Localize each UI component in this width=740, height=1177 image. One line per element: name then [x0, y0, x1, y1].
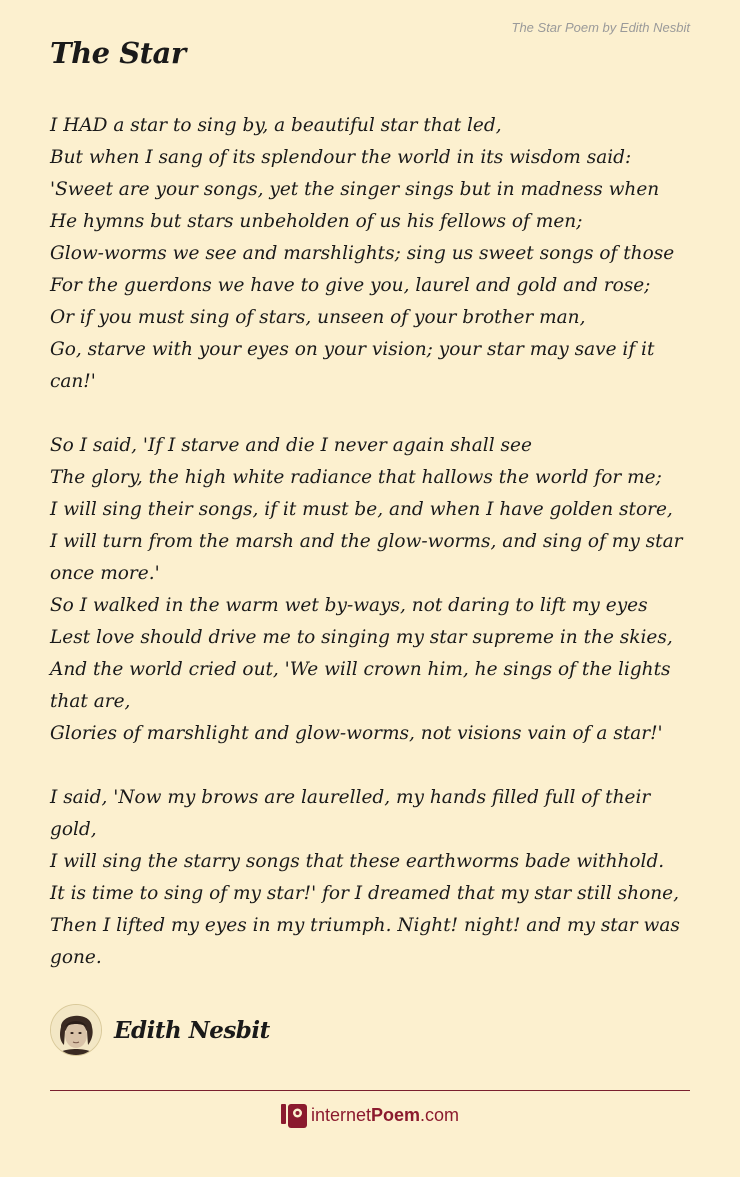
author-portrait-icon: [51, 1005, 101, 1055]
poem-line: I will sing their songs, if it must be, and when I have golden store,: [50, 499, 673, 520]
poem-title: The Star: [50, 36, 186, 70]
poem-line: Glow-worms we see and marshlights; sing us sweet songs of those: [50, 243, 675, 264]
stanza-1: [50, 110, 690, 398]
author-block[interactable]: [50, 1004, 270, 1056]
brand-bold: Poem: [371, 1104, 421, 1125]
poem-line: For the guerdons we have to give you, laurel and gold and rose;: [50, 275, 651, 296]
poem-line: Lest love should drive me to singing my star supreme in the skies,: [50, 627, 673, 648]
poem-line: 'Sweet are your songs, yet the singer sings but in madness when: [50, 179, 660, 200]
poem-line: I will sing the starry songs that these earthworms bade withhold.: [50, 851, 665, 872]
stanza-3: [50, 782, 690, 974]
poem-source-caption: The Star Poem by Edith Nesbit: [511, 20, 690, 35]
ip-logo-icon: [281, 1102, 307, 1128]
poem-line: I will turn from the marsh and the glow-worms, and sing of my star once more.': [50, 531, 683, 584]
poem-line: But when I sang of its splendour the world in its wisdom said:: [50, 147, 632, 168]
poem-line: I said, 'Now my brows are laurelled, my hands filled full of their gold,: [50, 787, 651, 840]
poem-line: So I said, 'If I starve and die I never again shall see: [50, 435, 532, 456]
poem-line: So I walked in the warm wet by-ways, not daring to lift my eyes: [50, 595, 648, 616]
poem-line: Then I lifted my eyes in my triumph. Night! night! and my star was gone.: [50, 915, 680, 968]
poem-line: The glory, the high white radiance that hallows the world for me;: [50, 467, 662, 488]
author-avatar[interactable]: [50, 1004, 102, 1056]
poem-line: Or if you must sing of stars, unseen of your brother man,: [50, 307, 586, 328]
poem-body: [50, 110, 690, 1006]
brand-prefix: internet: [310, 1104, 371, 1125]
poem-line: He hymns but stars unbeholden of us his fellows of men;: [50, 211, 583, 232]
footer-divider: [50, 1090, 690, 1091]
poem-line: Glories of marshlight and glow-worms, not visions vain of a star!': [50, 723, 663, 744]
brand-suffix: .com: [420, 1104, 460, 1125]
poem-line: I HAD a star to sing by, a beautiful star that led,: [50, 115, 502, 136]
site-brand-link[interactable]: [0, 1102, 740, 1128]
stanza-2: [50, 430, 690, 750]
poem-line: And the world cried out, 'We will crown him, he sings of the lights that are,: [50, 659, 671, 712]
poem-line: It is time to sing of my star!' for I dreamed that my star still shone,: [50, 883, 679, 904]
author-name-link[interactable]: Edith Nesbit: [114, 1016, 270, 1044]
poem-line: Go, starve with your eyes on your vision; your star may save if it can!': [50, 339, 655, 392]
